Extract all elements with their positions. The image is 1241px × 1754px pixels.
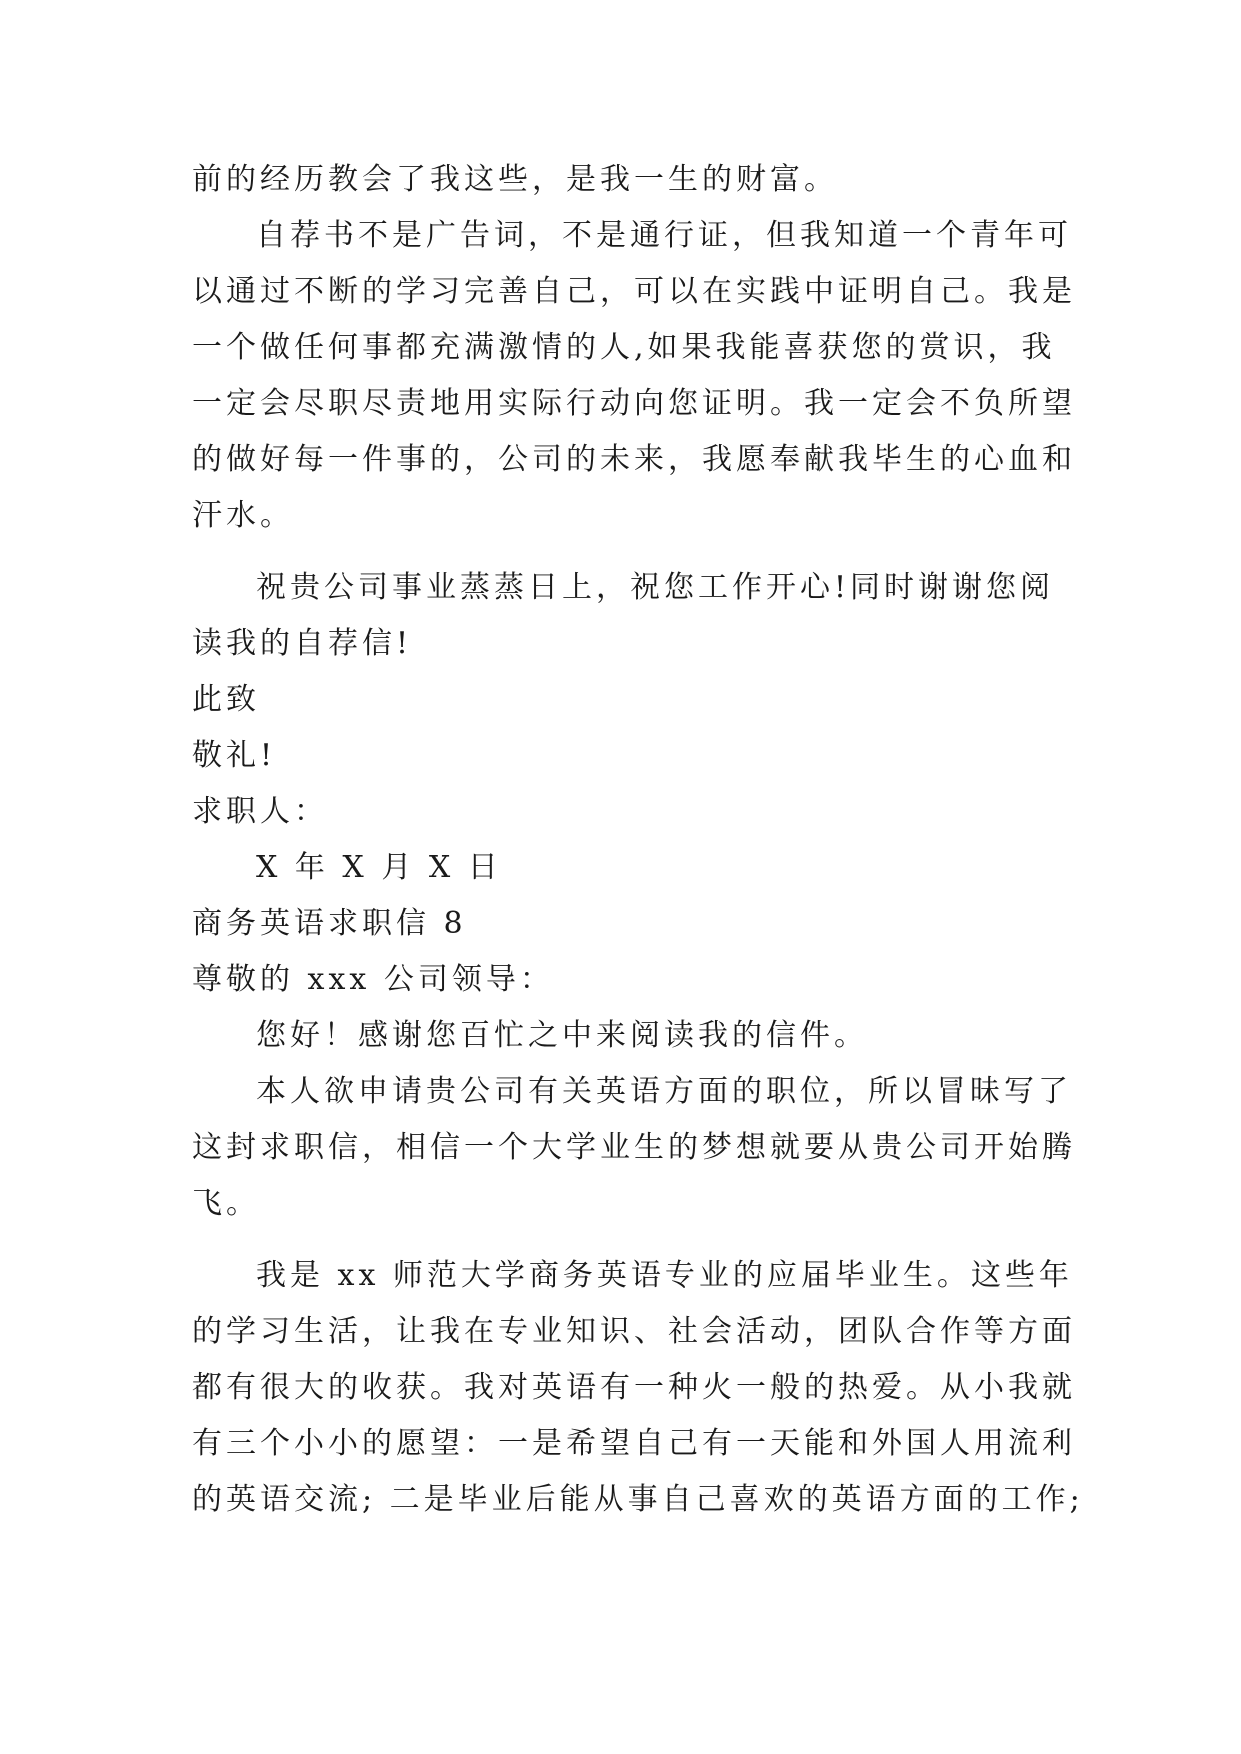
- text-line: 这封求职信，相信一个大学业生的梦想就要从贵公司开始腾: [192, 1130, 1076, 1165]
- text-line: 读我的自荐信!: [192, 626, 413, 661]
- section-title: 商务英语求职信 8: [192, 906, 467, 941]
- text-line: 汗水。: [192, 498, 294, 533]
- paragraph-first-line: 祝贵公司事业蒸蒸日上，祝您工作开心!同时谢谢您阅: [256, 570, 1055, 605]
- greeting-line: 尊敬的 xxx 公司领导：: [192, 962, 554, 997]
- text-line: 的学习生活，让我在专业知识、社会活动，团队合作等方面: [192, 1314, 1076, 1349]
- text-line: 的做好每一件事的，公司的未来，我愿奉献我毕生的心血和: [192, 442, 1076, 477]
- text-line: 都有很大的收获。我对英语有一种火一般的热爱。从小我就: [192, 1370, 1076, 1405]
- text-line: 前的经历教会了我这些，是我一生的财富。: [192, 162, 838, 197]
- text-line: 一定会尽职尽责地用实际行动向您证明。我一定会不负所望: [192, 386, 1076, 421]
- text-line: 一个做任何事都充满激情的人,如果我能喜获您的赏识，我: [192, 330, 1056, 365]
- text-line: 有三个小小的愿望：一是希望自己有一天能和外国人用流利: [192, 1426, 1076, 1461]
- paragraph-first-line: 自荐书不是广告词，不是通行证，但我知道一个青年可: [256, 218, 1072, 253]
- paragraph-first-line: 我是 xx 师范大学商务英语专业的应届毕业生。这些年: [256, 1258, 1073, 1293]
- date-line: X 年 X 月 X 日: [256, 850, 502, 885]
- text-line: 以通过不断的学习完善自己，可以在实践中证明自己。我是: [192, 274, 1076, 309]
- closing-salutation: 此致: [192, 682, 260, 717]
- applicant-label: 求职人：: [192, 794, 328, 829]
- paragraph-first-line: 本人欲申请贵公司有关英语方面的职位，所以冒昧写了: [256, 1074, 1072, 1109]
- text-line: 的英语交流; 二是毕业后能从事自己喜欢的英语方面的工作;: [192, 1482, 1084, 1517]
- paragraph-first-line: 您好！感谢您百忙之中来阅读我的信件。: [256, 1018, 868, 1053]
- closing-regards: 敬礼!: [192, 738, 277, 773]
- text-line: 飞。: [192, 1186, 260, 1221]
